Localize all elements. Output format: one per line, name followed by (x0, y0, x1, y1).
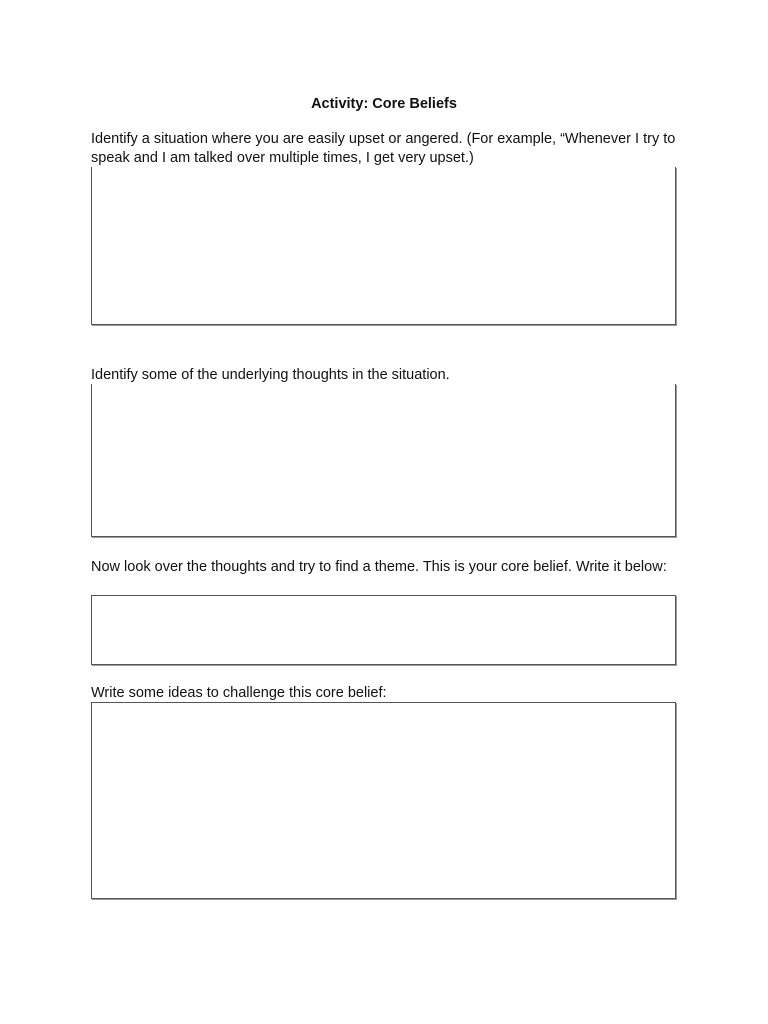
core-belief-answer-box[interactable] (91, 595, 676, 665)
situation-answer-box[interactable] (91, 167, 676, 325)
challenge-ideas-answer-box[interactable] (91, 702, 676, 899)
page-title: Activity: Core Beliefs (311, 96, 457, 112)
underlying-thoughts-prompt: Identify some of the underlying thoughts in the situation. (91, 367, 450, 383)
situation-prompt: Identify a situation where you are easily upset or angered. (For example, “Whenever I try to speak and I am talked over multiple times, I get very upset.) (91, 131, 676, 166)
underlying-thoughts-answer-box[interactable] (91, 384, 676, 537)
core-belief-prompt: Now look over the thoughts and try to find a theme. This is your core belief. Write it below: (91, 559, 667, 575)
challenge-ideas-prompt: Write some ideas to challenge this core belief: (91, 685, 387, 701)
